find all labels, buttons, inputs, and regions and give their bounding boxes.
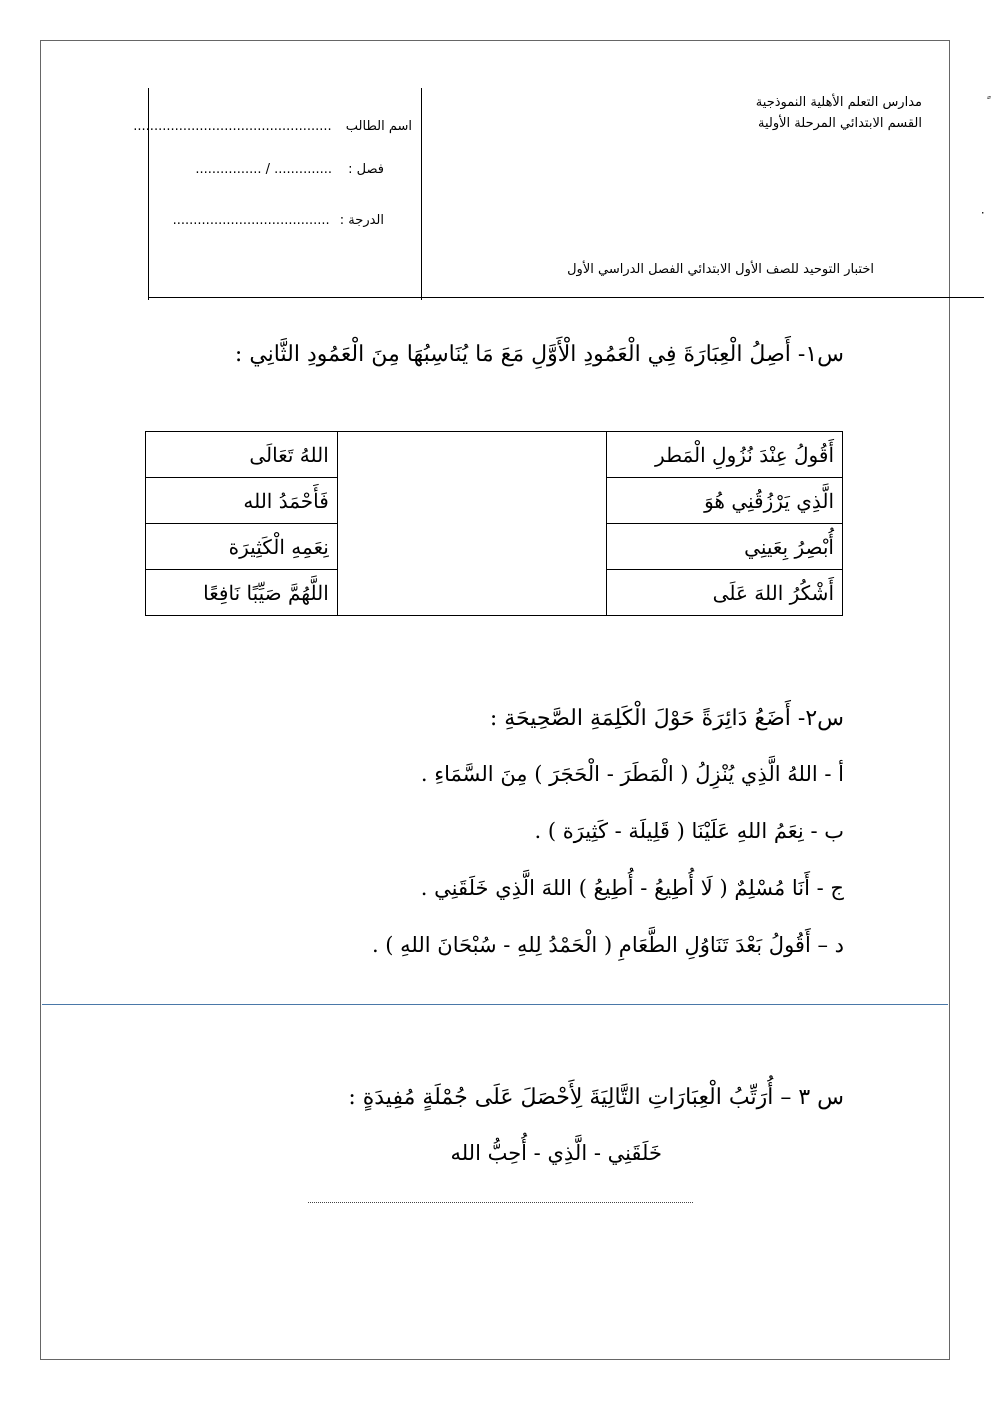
header-bottom-line — [148, 297, 984, 298]
class-field[interactable] — [195, 162, 384, 177]
table-row — [146, 570, 843, 616]
school-name: مدارس التعلم الأهلية النموذجية — [755, 95, 922, 110]
table-row — [146, 432, 843, 478]
department: القسم الابتدائي المرحلة الأولية — [758, 116, 922, 131]
school-info — [756, 92, 922, 134]
margin-mark-mid: ٠ — [979, 205, 986, 219]
matching-table — [145, 431, 843, 616]
grade-dots: ...................................... — [172, 213, 330, 228]
class-dots: .............. / ................ — [195, 162, 332, 177]
q1-title: س١- أَصِلُ الْعِبَارَةَ فِي الْعَمُودِ الْأَوَّلِ مَعَ مَا يُنَاسِبُهَا مِنَ الْعَمُودِ الثَّانِي : — [234, 342, 844, 367]
column-a-cell: أُبْصِرُ بِعَينِي — [607, 524, 843, 570]
q3-answer-line[interactable] — [308, 1202, 693, 1203]
q2-item-b[interactable]: ب - نِعَمُ اللهِ عَلَيْنَا ( قَلِيلَة - كَثِيرَة ) . — [534, 819, 844, 843]
connector-cell — [337, 432, 607, 478]
grade-field[interactable] — [173, 213, 384, 228]
connector-cell — [337, 524, 607, 570]
column-b-cell: اللَّهُمَّ صَيِّبًا نَافِعًا — [146, 570, 338, 616]
q2-item-a[interactable]: أ - اللهُ الَّذِي يُنْزِلُ ( الْمَطَرَ - الْحَجَرَ ) مِنَ السَّمَاءِ . — [420, 762, 844, 786]
student-name-field[interactable] — [133, 119, 412, 134]
column-a-cell: أَشْكُرُ اللهَ عَلَى — [607, 570, 843, 616]
connector-cell — [337, 570, 607, 616]
student-name-dots: ................................................ — [133, 119, 332, 134]
connector-cell — [337, 478, 607, 524]
q2-item-d[interactable]: د – أَقُولُ بَعْدَ تَنَاوُلِ الطَّعَامِ ( الْحَمْدُ لِلهِ - سُبْحَانَ اللهِ ) . — [371, 933, 844, 957]
q2-title: س٢- أَضَعُ دَائِرَةً حَوْلَ الْكَلِمَةِ الصَّحِيحَةِ : — [489, 706, 844, 731]
table-row — [146, 524, 843, 570]
table-row — [146, 478, 843, 524]
header-divider-line — [421, 88, 422, 300]
class-label: فصل : — [348, 162, 384, 177]
student-name-label: اسم الطالب — [345, 119, 412, 134]
column-a-cell: الَّذِي يَرْزُقُنِي هُوَ — [607, 478, 843, 524]
column-b-cell: نِعَمِهِ الْكَثِيرَة — [146, 524, 338, 570]
grade-label: الدرجة : — [339, 213, 384, 228]
q2-item-c[interactable]: ج - أَنَا مُسْلِمٌ ( لَا أُطِيعُ - أُطِيعُ ) اللهَ الَّذِي خَلَقَنِي . — [420, 876, 844, 900]
q3-title: س ٣ – أُرَتِّبُ الْعِبَارَاتِ التَّالِيَةَ لِأَحْصَلَ عَلَى جُمْلَةٍ مُفِيدَةٍ : — [348, 1085, 844, 1110]
exam-title: اختبار التوحيد للصف الأول الابتدائي الفصل الدراسي الأول — [567, 262, 874, 277]
column-b-cell: فَأَحْمَدُ الله — [146, 478, 338, 524]
column-a-cell: أَقُولُ عِنْدَ نُزُولِ الْمَطر — [607, 432, 843, 478]
q3-words: خَلَقَنِي - الَّذِي - أُحِبُّ الله — [450, 1141, 662, 1165]
section-separator — [42, 1004, 948, 1005]
column-b-cell: اللهُ تَعَالَى — [146, 432, 338, 478]
